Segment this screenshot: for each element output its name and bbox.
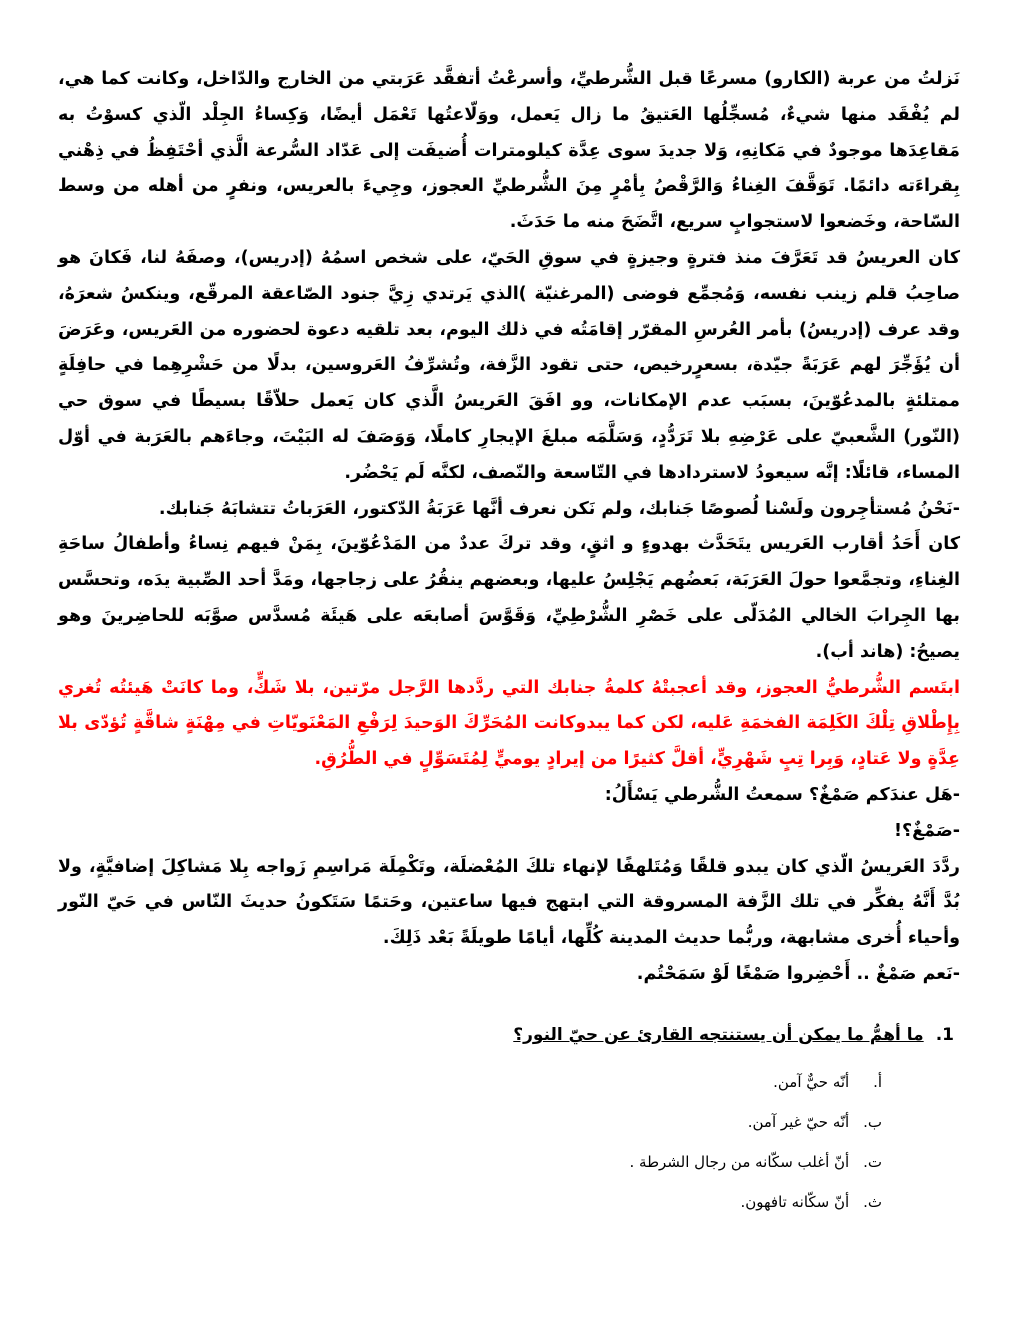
answer-option-c[interactable]: [58, 1142, 882, 1182]
option-text: أنّه حيٌّ آمن.: [773, 1073, 850, 1091]
option-letter: ث.: [863, 1193, 882, 1211]
paragraph-groom-worry: ردَّدَ العَريسُ الّذي كان يبدو قلقًا وَمُتَلهفًا لإنهاء تلكَ المُعْضلَة، وتَكْمِلَة مَراسِمِ زَواجه بِلا مَشاكِلَ إضافيَّةٍ، ولا بُدَّ أَنَّهُ يفكِّر في تلك الزَّفة المسروقة التي ابتهج فيها ساعتين، وحَتمًا سَتَكونُ حديثَ النّاس في حَيّ النّور وأحياء أُخرى مشابهة، وربُّما حديث المدينة كُلِّها، أيامًا طويلَةً بَعْد ذَلِكَ.: [58, 856, 960, 949]
paragraph-arrival: نَزلتُ من عربة (الكارو) مسرعًا قبل الشُّرطيِّ، وأسرعْتُ أتفقَّد عَرَبتي من الخارج والدّاخل، وكانت كما هي، لم يُفْقَد منها شيءٌ، مُسجِّلُها العَتيقُ ما زال يَعمل، ووَلّاعتُها تَعْمَل أيضًا، وَكِساءُ الجِلْد الّذي كسوْتُ به مَقاعِدَها موجودٌ في مَكانِهِ، وَلا جديدَ سوى عِدَّة كيلومترات أُضيفَت إلى عَدّاد السُّرعة الَّذي أحْتَفِظُ في ذِهْني بِقراءَته دائمًا. تَوَقَّفَ الغِناءُ وَالرَّقْصُ بِأمْرٍ مِنَ الشُّرطيِّ العجوز، وجِيءَ بالعريس، ونفرٍ من أهله من وسط السّاحة، وخَضعوا لاستجوابٍ سريع، اتَّضَحَ منه ما حَدَثَ.: [58, 69, 960, 233]
option-text: أنّه حيّ غير آمن.: [747, 1113, 850, 1131]
answer-options: [58, 1062, 954, 1222]
question-title: [58, 1020, 954, 1050]
question-number: 1.: [935, 1025, 954, 1045]
answer-option-d[interactable]: [58, 1182, 882, 1222]
story-text: [58, 62, 960, 993]
paragraph-groom-story: كان العريسُ قد تَعَرَّفَ منذ فترةٍ وجيزةٍ في سوقِ الحَيّ، على شخص اسمُهُ (إدريس)، وصفَهُ لنا، فَكانَ هو صاحِبُ قلم زينب نفسه، وَمُجمِّع فوضى (المرغنيّة )الذي يَرتدي زِيَّ جنود الصّاعقة المرقّع، وينكسُ شعرَهُ، وقد عرف (إدريسُ) بأمر العُرسِ المقرّر إقامَتُه في ذلك اليوم، بعد تلقيه دعوة لحضوره من العَريس، وعَرَضَ أن يُؤَجِّرَ لهم عَرَبَةً جيّدة، بسعرٍرخيص، حتى تقود الزَّفة، وتُشرِّفُ العَروسين، بدلًا من حَشْرِهِما في حافِلَةٍ ممتلئةٍ بالمدعُوّينَ، بسبَب عدم الإمكانات، وو افَقَ العَريسُ الَّذي كان يَعمل حلاّقًا بسيطًا في سوق حي (النّور) الشَّعبيّ على عَرْضِهِ بلا تَرَدُّدٍ، وَسَلَّمَه مبلغَ الإيجارِ كاملًا، وَوَصَفَ له البَيْتَ، وجاءَهم بالعَرَبة في أوّل المساء، قائلًا: إنَّه سيعودُ لاستردادها في التّاسعة والنّصف، لكنَّه لَم يَحْضُر.: [58, 247, 960, 483]
option-letter: ب.: [863, 1113, 882, 1131]
option-text: أنّ أغلب سكّانه من رجال الشرطة .: [629, 1153, 850, 1171]
paragraph-renters-reply: -نَحْنُ مُستأجِرون ولَسْنا لُصوصًا جَنابك، ولم نَكن نعرف أنَّها عَرَبَةُ الدّكتور، العَرَباتُ تتشابَهُ جَنابك.: [158, 498, 960, 519]
paragraph-glue-question: -هَل عندَكم صَمْغٌ؟ سمعتُ الشُّرطي يَسْأَلُ:: [604, 784, 960, 805]
option-text: أنّ سكّانه تافهون.: [740, 1193, 850, 1211]
question-text: ما أهمُّ ما يمكن أن يستنتجه القارئ عن حيّ النور؟: [513, 1025, 924, 1045]
paragraph-glue-answer: -نَعم صَمْغٌ .. أَحْضِروا صَمْغًا لَوْ سَمَحْتُم.: [636, 963, 960, 984]
paragraph-glue-echo: -صَمْغٌ؟!: [894, 820, 960, 841]
paragraph-policeman-smile-highlighted: ابتَسم الشُّرطيُّ العجوز، وقد أعجبتْهُ كلمةُ جنابك التي ردَّدها الرَّجل مرّتين، بلا شَكٍّ، وما كانَتْ هَيئتُه تُغري بِإِطْلاقِ تِلْكَ الكَلِمَة الفخمَةِ عَليه، لكن كما يبدوكانت المُحَرِّكَ الوَحيدَ لِرَفْعِ المَعْنَويّاتِ في مِهْنَةٍ شاقَّةٍ تُؤدّى بلا عِدَّةٍ ولا عَتادٍ، وَبِرا تِبٍ شَهْرِيٍّ، أقلَّ كثيرًا من إيرادٍ يوميٍّ لِمُتَسَوِّلٍ في الطُّرُقِ.: [58, 677, 960, 770]
option-letter: أ.: [873, 1073, 882, 1091]
question-block: [58, 1020, 954, 1222]
option-letter: ت.: [863, 1153, 882, 1171]
paragraph-relatives-gather: كان أَحَدُ أقارب العَريس يتَحَدَّث بهدوءٍ و اثقٍ، وقد تركَ عددٌ من المَدْعُوّينَ، بِمَنْ فيهم نِساءُ وأطفالُ ساحَةِ الغِناءِ، وتجمَّعوا حولَ العَرَبَة، بَعضُهم يَجْلِسُ عليها، وبعضهم ينقُرُ على زجاجها، ومَدَّ أحد الصِّبية يدَه، وتحسَّس بها الجِرابَ الخالي المُدَلّى على خَصْرِ الشُّرْطِيِّ، وَقَوَّسَ أصابعَه على هَيئَة مُسدَّس صوَّبَه للحاضِرينَ وهو يصيحُ: (هاند أب).: [58, 534, 960, 662]
answer-option-b[interactable]: [58, 1102, 882, 1142]
answer-option-a[interactable]: [58, 1062, 882, 1102]
